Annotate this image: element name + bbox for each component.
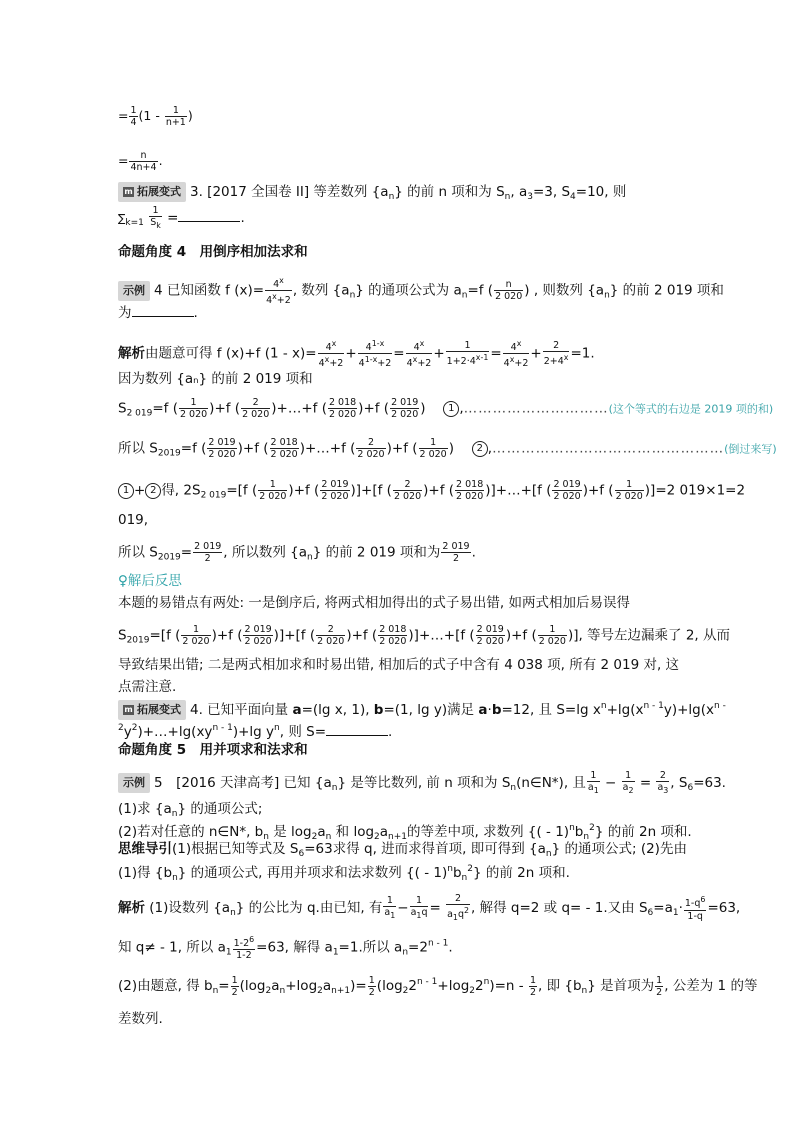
- extension-tag: m 拓展变式: [118, 182, 186, 202]
- solution-label: 解析: [118, 900, 145, 917]
- solution-line-1: 解析由题意可得 f (x)+f (1 - x)= $\frac{4^x}{4^x+2}$ + $\frac{4^{1-x}}{4^{1-x}+2}$ = $\frac{4^x}{4^x+2}$ + $\frac{1}{1+2\cdot 4^{x-1}}$ = $\frac{4^x}{4^x+2}$ + $\frac{2}{2+4^x}$ =1.: [118, 339, 595, 370]
- extension-tag: m 拓展变式: [118, 700, 186, 720]
- extension-3-sum: $\sum_{k=1}$ $\frac{1}{S_k}$ = .: [118, 205, 245, 230]
- example-tag: 示例: [118, 281, 150, 301]
- solution5-line-2: 知 q≠ - 1, 所以 $a_1$ $\frac{1-2^6}{1-2}$ =63, 解得 $a_1=1$.所以 $a_n=2^{n - 1}$.: [118, 935, 453, 962]
- section-heading: 命题角度 5 用并项求和法求和: [118, 742, 308, 758]
- solution-line-5b: 019,: [118, 512, 149, 528]
- solution-line-4: 所以 $S_{2019}=f$ ( $\frac{2 019}{2 020}$ )+f ( $\frac{2 018}{2 020}$ )+…+f ( $\frac{2}{2 020}$ )+f ( $\frac{1}{2 020}$ ) 2 ,…………………………………………(倒过来写): [118, 437, 777, 460]
- text-line: = $\frac{1}{4}$ (1 - $\frac{1}{n+1}$ ): [118, 105, 193, 128]
- extension-3: m 拓展变式 3. [2017 全国卷 II] 等差数列 $\{a_n\}$ 的前 n 项和为 $S_n$, $a_3=3$, $S_4=10$, 则: [118, 182, 683, 206]
- extension-4: m 拓展变式 4. 已知平面向量 a=(lg x, 1), b=(1, lg y)满足 a·b=12, 且 S=lg $x^n+\lg(x^{n - 1}y)+\lg(x^{n -}$: [118, 697, 683, 720]
- question-1: (1)求 $\{a_n\}$ 的通项公式;: [118, 801, 263, 819]
- solution5-line-3: (2)由题意, 得 $b_n=$ $\frac{1}{2}$ $(\log_2a_n+\log_2a_{n+1})=$ $\frac{1}{2}$ $(\log_22^{n - 1}+\log_22^n)=n$ - $\frac{1}{2}$ , 即 $\{b_n\}$ 是首项为 $\frac{1}{2}$ , 公差为 1 的等: [118, 974, 758, 998]
- solution5-line-1: 解析 (1)设数列 $\{a_n\}$ 的公比为 q.由已知, 有 $\frac{1}{a_1}$ − $\frac{1}{a_1q}$ = $\frac{2}{a_1q^2}$ , 解得 q=2 或 q= - 1.又由 $S_6=a_1\cdot$ $\frac{1-q^6}{1-q}$ =63,: [118, 893, 741, 923]
- answer-blank: [132, 304, 194, 317]
- guide-label: 思维导引: [118, 841, 172, 857]
- solution5-line-4: 差数列.: [118, 1011, 163, 1027]
- example-tag: 示例: [118, 773, 150, 793]
- text-line: = $\frac{n}{4n+4}$ .: [118, 150, 163, 173]
- solution-line-5: 1 + 2 得, $2S_{2 019}=[f$ ( $\frac{1}{2 020}$ )+f ( $\frac{2 019}{2 020}$ )]+[f ( $\frac{2}{2 020}$ )+f ( $\frac{2 018}{2 020}$ )]+…+[f ( $\frac{2 019}{2 020}$ )+f ( $\frac{1}{2 020}$ )]=2 019×1=2: [118, 479, 683, 505]
- reflection-line-3: 导致结果出错; 二是两式相加求和时易出错, 相加后的式子中含有 4 038 项, 所有 2 019 对, 这: [118, 657, 680, 673]
- answer-blank: [326, 723, 388, 736]
- lightbulb-icon: ♀: [118, 573, 128, 589]
- reflection-line-1: 本题的易错点有两处: 一是倒序后, 将两式相加得出的式子易出错, 如两式相加后易误得: [118, 595, 631, 611]
- solution-line-3: $S_{2 019}=f$ ( $\frac{1}{2 020}$ )+f ( $\frac{2}{2 020}$ )+…+f ( $\frac{2 018}{2 020}$ )+f ( $\frac{2 019}{2 020}$ ) 1 ,…………………………(这个等式的右边是 2019 项的和): [118, 397, 774, 420]
- solution-line-6: 所以 $S_{2019}=$ $\frac{2 019}{2}$ , 所以数列 $\{a_n\}$ 的前 2 019 项和为 $\frac{2 019}{2}$ .: [118, 541, 476, 564]
- reflection-title: ♀解后反思: [118, 573, 182, 589]
- question-2: (2)若对任意的 n∈N*, $b_n$ 是 $\log_2a_n$ 和 $\log_2a_{n+1}$的等差中项, 求数列 {( - $1)^nb_n^2$} 的前 2n 项和.: [118, 823, 692, 842]
- example-5: 示例 5 [2016 天津高考] 已知 $\{a_n\}$ 是等比数列, 前 n 项和为 $S_n(n\in N*)$, 且 $\frac{1}{a_1}$ − $\frac{1}{a_2}$ = $\frac{2}{a_3}$ , $S_6=63$.: [118, 770, 683, 797]
- guide-line-2: (1)得 $\{b_n\}$ 的通项公式, 再用并项求和法求数列 {( - $1)^nb_n^2$} 的前 2n 项和.: [118, 864, 570, 883]
- answer-blank: [178, 209, 240, 222]
- reflection-line-2: $S_{2019}=[f$ ( $\frac{1}{2 020}$ )+f ( $\frac{2 019}{2 020}$ )]+[f ( $\frac{2}{2 020}$ )+f ( $\frac{2 018}{2 020}$ )]+…+[f ( $\frac{2 019}{2 020}$ )+f ( $\frac{1}{2 020}$ )], 等号左边漏乘了 2, 从而: [118, 624, 731, 647]
- annotation-note: (这个等式的右边是 2019 项的和): [608, 402, 774, 416]
- example-4-cont: 为 .: [118, 305, 198, 321]
- example-4: 示例 4 已知函数 f (x)= $\frac{4^x}{4^x+2}$ , 数列 $\{a_n\}$ 的通项公式为 $a_n=f$ ( $\frac{n}{2 020}$ ) , 则数列 $\{a_n\}$ 的前 2 019 项和: [118, 275, 683, 306]
- reflection-line-4: 点需注意.: [118, 679, 177, 695]
- annotation-note: (倒过来写): [724, 442, 777, 456]
- extension-4-cont: $^2y^2)+\dots+\lg(xy^{n - 1})+\lg$ $y^n$, 则 S= .: [118, 723, 393, 740]
- section-heading: 命题角度 4 用倒序相加法求和: [118, 244, 308, 260]
- guide-line-1: 思维导引(1)根据已知等式及 $S_6=63$求得 q, 进而求得首项, 即可得到 $\{a_n\}$ 的通项公式; (2)先由: [118, 841, 687, 859]
- solution-line-2: 因为数列 {aₙ} 的前 2 019 项和: [118, 371, 313, 387]
- solution-label: 解析: [118, 345, 145, 362]
